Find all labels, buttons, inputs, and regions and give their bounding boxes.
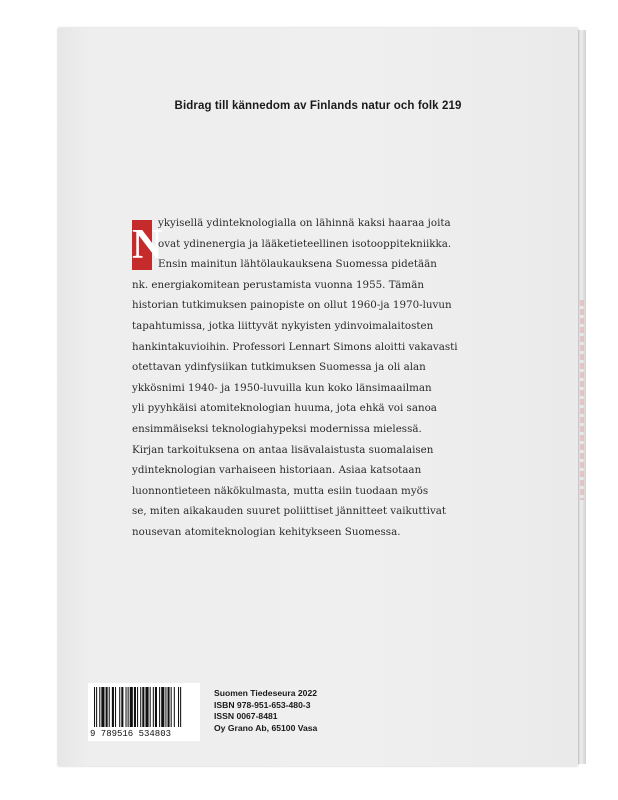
barcode-bar — [155, 687, 157, 727]
barcode-bar — [165, 687, 166, 727]
blurb-line: otettavan ydinfysiikan tutkimuksen Suomessa ja oli alan — [132, 361, 426, 374]
barcode-bar — [130, 687, 133, 727]
barcode-bar — [178, 687, 179, 727]
isbn-barcode — [88, 683, 200, 741]
blurb-line: ydinteknologian varhaiseen historiaan. Asiaa katsotaan — [132, 464, 422, 477]
barcode-bar — [96, 687, 97, 727]
barcode-bar — [161, 687, 164, 727]
blurb-line: ensimmäiseksi teknologiahypeksi modernissa mielessä. — [132, 422, 422, 435]
barcode-bar — [159, 687, 160, 727]
barcode-bar — [168, 687, 170, 727]
barcode-bar — [99, 687, 100, 727]
blurb-line: se, miten aikakauden suuret poliittiset jännitteet vaikuttivat — [132, 505, 447, 518]
barcode-bar — [171, 687, 172, 727]
barcode-bar — [145, 687, 148, 727]
blurb-line: nk. energiakomitean perustamista vuonna 1955. Tämän — [132, 278, 424, 291]
barcode-bars — [94, 687, 194, 729]
barcode-bar — [112, 687, 114, 727]
publisher-name: Suomen Tiedeseura 2022 — [214, 688, 318, 698]
barcode-digits: 9 789516 534803 — [90, 729, 172, 739]
barcode-bar — [180, 687, 181, 727]
blurb-line: ovat ydinenergia ja lääketieteellinen isotooppitekniikka. — [158, 237, 452, 250]
issn-number: ISSN 0067-8481 — [214, 711, 278, 721]
blurb-line: luonnontieteen näkökulmasta, mutta esiin tuodaan myös — [132, 484, 429, 497]
barcode-bar — [174, 687, 175, 727]
blurb-text — [132, 213, 502, 543]
barcode-bar — [134, 687, 136, 727]
series-title: Bidrag till kännedom av Finlands natur och folk 219 — [174, 100, 462, 112]
barcode-bar — [140, 687, 141, 727]
isbn-number: ISBN 978-951-653-480-3 — [214, 699, 311, 710]
drop-cap: N — [132, 222, 163, 268]
barcode-bar — [106, 687, 108, 727]
blurb-line: historian tutkimuksen painopiste on ollut 1960-ja 1970-luvun — [132, 299, 452, 312]
blurb-line: yli pyyhkäisi atomiteknologian huuma, jota ehkä voi sanoa — [132, 402, 437, 415]
barcode-bar — [121, 687, 123, 727]
blurb-line: tapahtumissa, jotka liittyvät nykyisten ydinvoimalaitosten — [132, 319, 434, 332]
barcode-bar — [115, 687, 116, 727]
back-cover — [58, 28, 578, 766]
blurb-line: ykkösnimi 1940- ja 1950-luvuilla kun koko länsimaailman — [132, 381, 432, 394]
barcode-bar — [128, 687, 129, 727]
blurb-line: hankintakuvioihin. Professori Lennart Simons aloitti vakavasti — [132, 340, 458, 353]
barcode-bar — [101, 687, 104, 727]
barcode-bar — [109, 687, 110, 727]
barcode-bar — [142, 687, 144, 727]
blurb-line: Ensin mainitun lähtölaukauksena Suomessa pidetään — [158, 258, 437, 271]
blurb-line: nousevan atomiteknologian kehitykseen Suomessa. — [132, 525, 401, 538]
spine-title-graphic — [580, 300, 584, 500]
blurb-line: ykyisellä ydinteknologialla on lähinnä kaksi haaraa joita — [158, 217, 451, 229]
barcode-bar — [137, 687, 138, 727]
barcode-bar — [150, 687, 151, 727]
barcode-bar — [94, 687, 95, 727]
publisher-info — [214, 688, 317, 734]
barcode-bar — [153, 687, 154, 727]
barcode-bar — [126, 687, 127, 727]
printer-info: Oy Grano Ab, 65100 Vasa — [214, 722, 318, 733]
barcode-bar — [119, 687, 120, 727]
blurb-line: Kirjan tarkoituksena on antaa lisävalaistusta suomalaisen — [132, 443, 434, 456]
